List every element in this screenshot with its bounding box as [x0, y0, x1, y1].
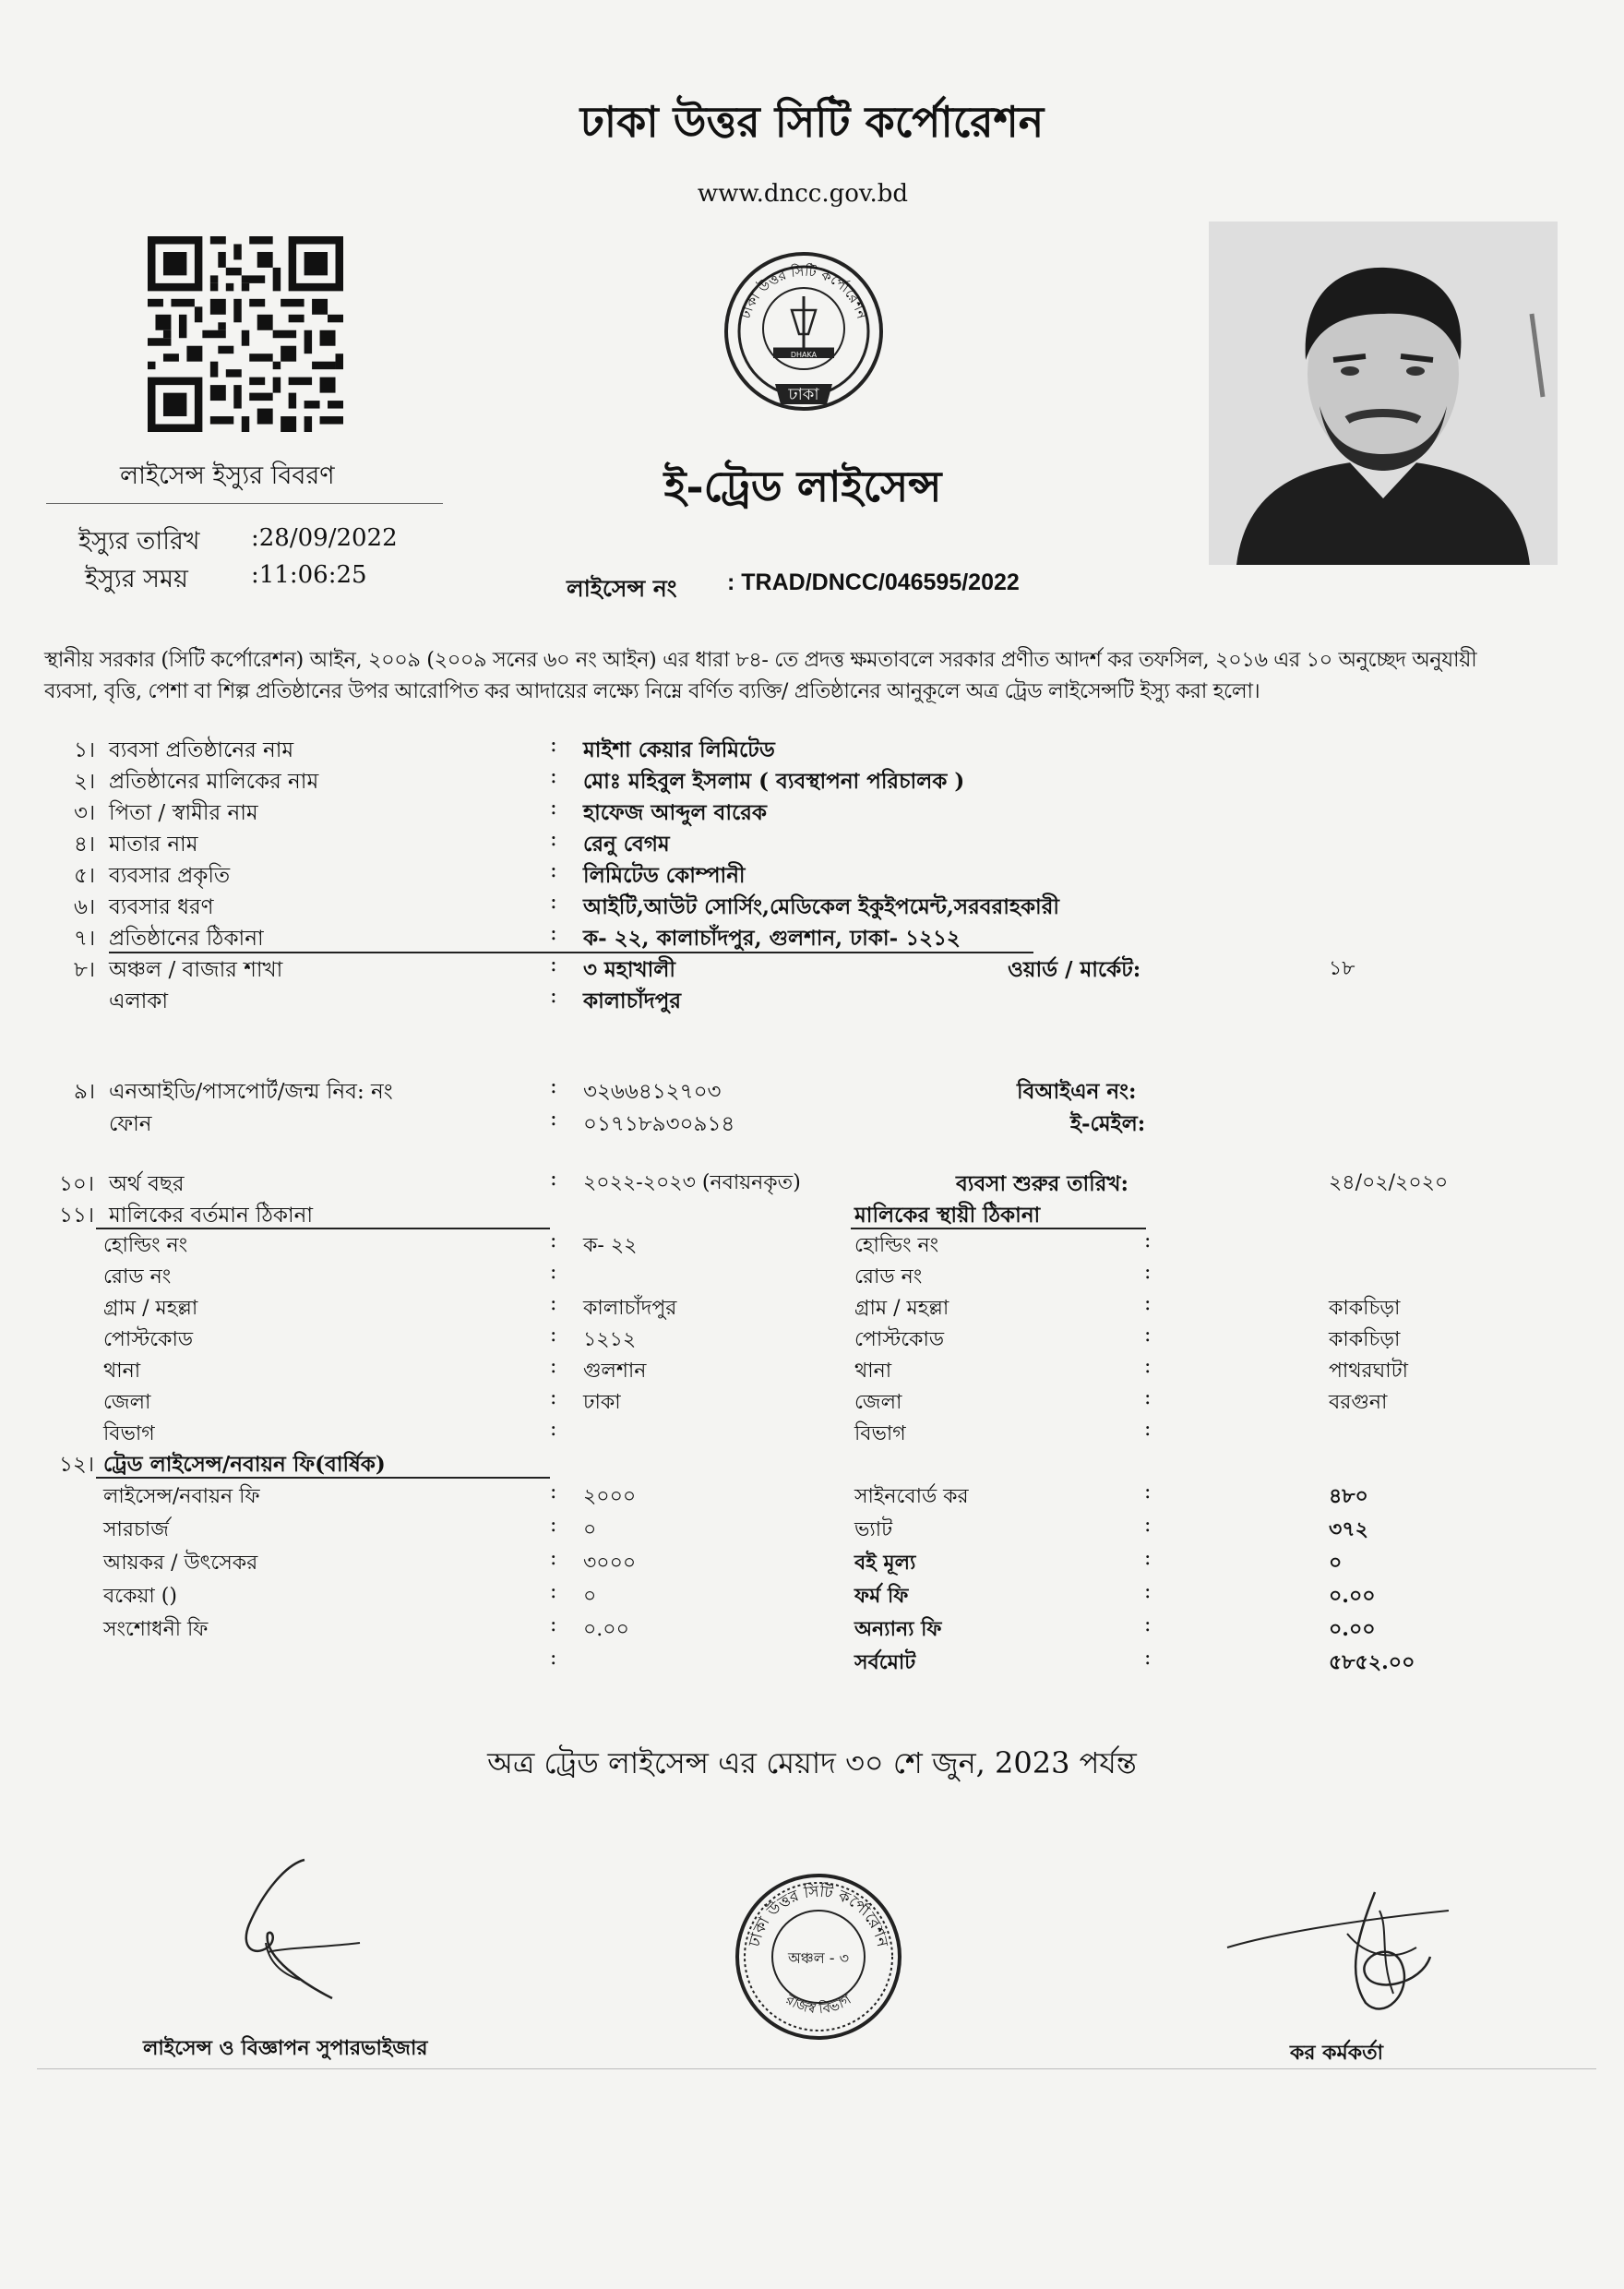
area-row [0, 984, 1624, 1017]
address-row [0, 1355, 1624, 1388]
field-row-business-type [0, 890, 1624, 923]
address-row [0, 1418, 1624, 1451]
current-value: ঢাকা [583, 1391, 621, 1414]
field-value: মাইশা কেয়ার লিমিটেড [583, 737, 775, 762]
address-colon: : [550, 1355, 557, 1378]
owner-photo [1209, 222, 1558, 565]
current-value: ১২১২ [583, 1328, 637, 1351]
permanent-colon: : [1144, 1261, 1152, 1284]
fee-row [0, 1613, 1624, 1647]
field-value: রেনু বেগম [583, 832, 670, 857]
zone-label: অঞ্চল / বাজার শাখা [109, 958, 283, 982]
issue-time-label: ইস্যুর সময় [85, 565, 188, 593]
address-row [0, 1261, 1624, 1294]
fee-left-colon: : [550, 1613, 557, 1636]
field-label: ব্যবসার ধরণ [109, 895, 214, 919]
fee-right-value: ০.০০ [1329, 1584, 1376, 1608]
intro-line-2: ব্যবসা, বৃত্তি, পেশা বা শিল্প প্রতিষ্ঠানের উপর আরোপিত কর আদায়ের লক্ষ্যে নিম্নে বর্ণিত ব্যক্তি/ প্রতিষ্ঠানের আনুকূলে অত্র ট্রেড লাইসেন্সটি ইস্যু করা হলো। [44, 679, 1260, 703]
address-colon: : [550, 1261, 557, 1284]
logo-top-text: ঢাকা উত্তর সিটি কর্পোরেশন [736, 262, 871, 321]
permanent-address-heading: মালিকের স্থায়ী ঠিকানা [854, 1203, 1041, 1228]
dncc-logo [718, 246, 890, 417]
address-heading-row [0, 1198, 1624, 1231]
address-label: রোড নং [103, 1265, 172, 1288]
permanent-value: বরগুনা [1329, 1391, 1388, 1414]
permanent-value: কাকচিড়া [1329, 1297, 1401, 1320]
fee-total-row [0, 1647, 1624, 1680]
left-signatory-title: লাইসেন্স ও বিজ্ঞাপন সুপারভাইজার [143, 2036, 428, 2060]
permanent-label: রোড নং [854, 1265, 923, 1288]
field-row-owner-name [0, 764, 1624, 797]
permanent-colon: : [1144, 1229, 1152, 1252]
field-colon: : [550, 764, 557, 788]
website-url: www.dncc.gov.bd [697, 180, 909, 208]
fee-right-label: বই মূল্য [854, 1551, 916, 1575]
issue-details-heading: লাইসেন্স ইস্যুর বিবরণ [120, 461, 335, 490]
fee-row [0, 1514, 1624, 1547]
permanent-colon: : [1144, 1292, 1152, 1315]
address-colon: : [550, 1386, 557, 1409]
grand-total-value: ৫৮৫২.০০ [1329, 1650, 1415, 1674]
fee-right-colon: : [1144, 1547, 1152, 1570]
field-colon: : [550, 890, 557, 914]
permanent-label: জেলা [854, 1391, 902, 1414]
fee-right-label: অন্যান্য ফি [854, 1617, 942, 1641]
business-start-value: ২৪/০২/২০২০ [1329, 1171, 1449, 1194]
fee-right-value: ০ [1329, 1551, 1343, 1575]
address-colon: : [550, 1292, 557, 1315]
fees-heading-underline [96, 1477, 550, 1479]
fiscal-label: অর্থ বছর [109, 1172, 185, 1196]
fee-left-colon: : [550, 1514, 557, 1537]
license-number-label: লাইসেন্স নং [567, 575, 677, 602]
field-number: ৬। [74, 895, 96, 919]
permanent-label: হোল্ডিং নং [854, 1234, 939, 1257]
fee-row [0, 1480, 1624, 1514]
right-signatory-title: কর কর্মকর্তা [1290, 2041, 1384, 2065]
field-number: ২। [74, 770, 96, 794]
fee-right-label: সাইনবোর্ড কর [854, 1485, 969, 1508]
current-address-heading: মালিকের বর্তমান ঠিকানা [109, 1204, 314, 1228]
field-value: আইটি,আউট সোর্সিং,মেডিকেল ইকুইপমেন্ট,সরবরাহকারী [583, 894, 1059, 919]
fee-right-colon: : [1144, 1580, 1152, 1603]
right-signature [1218, 1883, 1476, 2031]
address-colon: : [550, 1324, 557, 1347]
zone-number: ৮। [74, 958, 96, 982]
business-start-label: ব্যবসা শুরুর তারিখ: [956, 1171, 1128, 1196]
department-seal [731, 1869, 906, 2044]
zone-colon: : [550, 953, 557, 977]
field-value: ক- ২২, কালাচাঁদপুর, গুলশান, ঢাকা- ১২১২ [583, 926, 961, 951]
address-row [0, 1292, 1624, 1325]
field-label: মাতার নাম [109, 833, 198, 857]
field-number: ৩। [74, 801, 96, 825]
fee-left-colon: : [550, 1480, 557, 1504]
address-number: ১১। [59, 1204, 95, 1228]
permanent-value: পাথরঘাটা [1329, 1360, 1408, 1383]
field-label: প্রতিষ্ঠানের মালিকের নাম [109, 770, 319, 794]
fee-left-label: সারচার্জ [103, 1518, 169, 1541]
address-label: থানা [103, 1360, 141, 1383]
seal-bottom-text: রাজস্ব বিভাগ [782, 1991, 854, 2018]
fee-left-value: ২০০০ [583, 1485, 637, 1508]
fee-left-colon: : [550, 1580, 557, 1603]
field-number: ৪। [74, 833, 96, 857]
fee-left-label: আয়কর / উৎসেকর [103, 1552, 258, 1575]
address-label: গ্রাম / মহল্লা [103, 1297, 198, 1320]
field-number: ৫। [74, 864, 96, 888]
fee-right-value: ৪৮০ [1329, 1484, 1368, 1508]
fiscal-row [0, 1167, 1624, 1200]
permanent-colon: : [1144, 1418, 1152, 1441]
org-title: ঢাকা উত্তর সিটি কর্পোরেশন [579, 97, 1045, 147]
seal-top-text: ঢাকা উত্তর সিটি কর্পোরেশন [745, 1882, 892, 1949]
field-row-father-name [0, 796, 1624, 829]
area-value: কালাচাঁদপুর [583, 989, 681, 1013]
field-number: ৭। [74, 927, 96, 951]
fee-left-colon: : [550, 1547, 557, 1570]
fee-right-value: ০.০০ [1329, 1617, 1376, 1641]
fee-left-value: ০.০০ [583, 1618, 629, 1641]
phone-row [0, 1107, 1624, 1140]
area-label: এলাকা [109, 989, 169, 1013]
area-colon: : [550, 984, 557, 1008]
phone-value: ০১৭১৮৯৩০৯১৪ [583, 1112, 735, 1136]
svg-text:রাজস্ব বিভাগ [782, 1991, 855, 2018]
current-value: ক- ২২ [583, 1234, 638, 1257]
fees-heading-row [0, 1447, 1624, 1480]
permanent-colon: : [1144, 1324, 1152, 1347]
phone-label: ফোন [109, 1112, 152, 1136]
nid-value: ৩২৬৬৪১২৭০৩ [583, 1080, 722, 1104]
field-row-business-address [0, 921, 1624, 954]
nid-label: এনআইডি/পাসপোর্ট/জন্ম নিব: নং [109, 1080, 393, 1104]
fee-right-value: ৩৭২ [1329, 1517, 1368, 1541]
fee-right-colon: : [1144, 1480, 1152, 1504]
intro-line-1: স্থানীয় সরকার (সিটি কর্পোরেশন) আইন, ২০০৯ (২০০৯ সনের ৬০ নং আইন) এর ধারা ৮৪- তে প্রদত্ত ক্ষমতাবলে সরকার প্রণীত আদর্শ কর তফসিল, ২০১৬ এর ১০ অনুচ্ছেদ অনুযায়ী [44, 648, 1477, 672]
fees-heading: ট্রেড লাইসেন্স/নবায়ন ফি(বার্ষিক) [103, 1452, 386, 1477]
fee-left-label: লাইসেন্স/নবায়ন ফি [103, 1485, 260, 1508]
fee-right-label: ফর্ম ফি [854, 1584, 909, 1608]
fee-row [0, 1580, 1624, 1613]
address-row [0, 1324, 1624, 1357]
fee-right-colon: : [1144, 1613, 1152, 1636]
validity-statement: অত্র ট্রেড লাইসেন্স এর মেয়াদ ৩০ শে জুন, 2023 পর্যন্ত [487, 1745, 1137, 1780]
license-number-value: : TRAD/DNCC/046595/2022 [727, 569, 1020, 595]
permanent-label: পোস্টকোড [854, 1328, 945, 1351]
fee-left-label: বকেয়া () [103, 1585, 177, 1608]
field-row-business-nature [0, 858, 1624, 892]
bin-label: বিআইএন নং: [1017, 1079, 1137, 1104]
address-label: পোস্টকোড [103, 1328, 194, 1351]
field-row-business-name [0, 733, 1624, 766]
address-row [0, 1386, 1624, 1420]
permanent-label: বিভাগ [854, 1422, 906, 1445]
issue-time-value: :11:06:25 [251, 561, 367, 589]
phone-colon: : [550, 1107, 557, 1131]
fee-left-colon: : [550, 1647, 557, 1670]
document-title: ই-ট্রেড লাইসেন্স [663, 461, 942, 511]
permanent-label: গ্রাম / মহল্লা [854, 1297, 949, 1320]
fee-row [0, 1547, 1624, 1580]
fee-left-value: ০ [583, 1518, 597, 1541]
field-row-mother-name [0, 827, 1624, 860]
logo-band-text: DHAKA [790, 351, 818, 359]
fee-right-colon: : [1144, 1647, 1152, 1670]
ward-label: ওয়ার্ড / মার্কেট: [1008, 957, 1141, 982]
address-colon: : [550, 1229, 557, 1252]
fee-left-value: ০ [583, 1585, 597, 1608]
permanent-label: থানা [854, 1360, 892, 1383]
field-label: পিতা / স্বামীর নাম [109, 801, 258, 825]
address-row [0, 1229, 1624, 1263]
fees-number: ১২। [59, 1453, 95, 1477]
address-colon: : [550, 1418, 557, 1441]
field-colon: : [550, 733, 557, 757]
fiscal-number: ১০। [59, 1172, 95, 1196]
fee-left-label: সংশোধনী ফি [103, 1618, 209, 1641]
field-colon: : [550, 921, 557, 945]
zone-row [0, 953, 1624, 986]
ward-value: ১৮ [1329, 957, 1355, 980]
field-colon: : [550, 827, 557, 851]
grand-total-label: সর্বমোট [854, 1650, 916, 1674]
field-label: ব্যবসার প্রকৃতি [109, 864, 231, 888]
field-label: প্রতিষ্ঠানের ঠিকানা [109, 927, 264, 951]
address-label: হোল্ডিং নং [103, 1234, 188, 1257]
fiscal-value: ২০২২-২০২৩ (নবায়নকৃত) [583, 1171, 801, 1194]
field-value: হাফেজ আব্দুল বারেক [583, 800, 767, 825]
permanent-colon: : [1144, 1355, 1152, 1378]
field-colon: : [550, 796, 557, 820]
issue-date-value: :28/09/2022 [251, 524, 398, 552]
permanent-value: কাকচিড়া [1329, 1328, 1401, 1351]
zone-value: ৩ মহাখালী [583, 957, 675, 982]
nid-colon: : [550, 1074, 557, 1098]
permanent-colon: : [1144, 1386, 1152, 1409]
field-number: ১। [74, 738, 96, 762]
logo-bottom-text: ঢাকা [788, 385, 819, 404]
nid-number: ৯। [74, 1080, 96, 1104]
field-value: লিমিটেড কোম্পানী [583, 863, 746, 888]
address-label: জেলা [103, 1391, 151, 1414]
qr-code [148, 236, 343, 432]
nid-row [0, 1074, 1624, 1108]
current-value: কালাচাঁদপুর [583, 1297, 677, 1320]
fee-right-label: ভ্যাট [854, 1518, 893, 1541]
address-label: বিভাগ [103, 1422, 155, 1445]
fiscal-colon: : [550, 1167, 557, 1191]
email-label: ই-মেইল: [1070, 1111, 1146, 1136]
current-value: গুলশান [583, 1360, 647, 1383]
seal-center-text: অঞ্চল - ৩ [787, 1949, 850, 1967]
fee-right-colon: : [1144, 1514, 1152, 1537]
field-colon: : [550, 858, 557, 882]
fee-left-value: ৩০০০ [583, 1552, 637, 1575]
field-value: মোঃ মহিবুল ইসলাম ( ব্যবস্থাপনা পরিচালক ) [583, 769, 965, 794]
field-label: ব্যবসা প্রতিষ্ঠানের নাম [109, 738, 294, 762]
left-signature [212, 1855, 378, 2012]
issue-date-label: ইস্যুর তারিখ [78, 527, 200, 556]
